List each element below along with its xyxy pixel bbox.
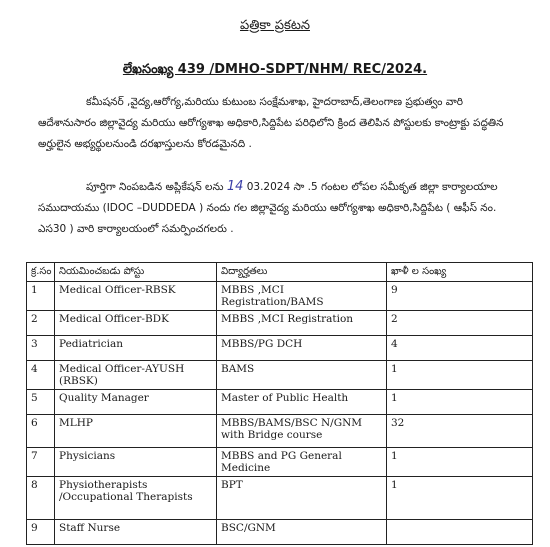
table-row — [27, 336, 533, 361]
row-serial: 7 — [27, 448, 55, 477]
reference-number: లేఖసంఖ్య 439 /DMHO-SDPT/NHM/ REC/2024. — [122, 62, 428, 77]
row-vacancies: 1 — [387, 477, 533, 520]
row-post: Physicians — [55, 448, 217, 477]
row-vacancies: 32 — [387, 415, 533, 448]
row-qualification: BPT — [217, 477, 387, 520]
row-serial: 5 — [27, 390, 55, 415]
row-qualification: MBBS/BAMS/BSC N/GNM with Bridge course — [217, 415, 387, 448]
header-qualification: విద్యార్హతలు — [217, 263, 387, 282]
row-post: MLHP — [55, 415, 217, 448]
row-serial: 8 — [27, 477, 55, 520]
paragraph-2-rest: 03.2024 సా .5 గంటల లోపల సమీకృత జిల్లా కార్యాలయాల సముదాయము (IDOC –DUDDEDA ) నందు గల జిల్లావైద్య మరియు ఆరోగ్యశాఖ అధికారి,సిద్దిపేట ( ఆఫీస్ నం. ఎస30 ) వారి కార్యాలయంలో సమర్పించగలరు . — [38, 181, 498, 235]
table-row — [27, 311, 533, 336]
row-vacancies: 1 — [387, 361, 533, 390]
row-post: Medical Officer-RBSK — [55, 282, 217, 311]
header-post: నియమించబడు పోస్టు — [55, 263, 217, 282]
row-serial: 2 — [27, 311, 55, 336]
table-row — [27, 361, 533, 390]
header-serial: క్ర.సం — [27, 263, 55, 282]
row-vacancies: 2 — [387, 311, 533, 336]
row-qualification: BAMS — [217, 361, 387, 390]
row-vacancies: 9 — [387, 282, 533, 311]
table-row — [27, 282, 533, 311]
row-serial: 3 — [27, 336, 55, 361]
notice-paragraph-2 — [38, 176, 516, 240]
notice-paragraph-1: కమీషనర్ ,వైద్య,ఆరోగ్య,మరియు కుటుంబ సంక్షేమశాఖ, హైదరాబాద్,తెలంగాణ ప్రభుత్వం వారి ఆదేశానుసారం జిల్లావైద్య మరియు ఆరోగ్యశాఖ అధికారి,సిద్దిపేట పరిధిలోని క్రింద తెలిపిన పోస్టులకు కాంట్రాక్టు పద్ధతిన అర్హులైన అభ్యర్థులనుండి దరఖాస్తులను కోరడమైనది . — [38, 96, 504, 150]
table-row — [27, 415, 533, 448]
row-post: Staff Nurse — [55, 520, 217, 545]
table-row — [27, 390, 533, 415]
row-qualification: BSC/GNM — [217, 520, 387, 545]
row-qualification: MBBS ,MCI Registration — [217, 311, 387, 336]
row-vacancies: 1 — [387, 390, 533, 415]
row-post: Quality Manager — [55, 390, 217, 415]
row-qualification: MBBS/PG DCH — [217, 336, 387, 361]
row-post: Medical Officer-AYUSH (RBSK) — [55, 361, 217, 390]
row-vacancies: 4 — [387, 336, 533, 361]
table-row — [27, 520, 533, 545]
row-serial: 4 — [27, 361, 55, 390]
handwritten-date: 14 — [226, 179, 244, 194]
row-post: Medical Officer-BDK — [55, 311, 217, 336]
vacancy-table — [26, 262, 533, 545]
row-post: Physiotherapists /Occupational Therapists — [55, 477, 217, 520]
row-serial: 9 — [27, 520, 55, 545]
notice-title: పత్రికా ప్రకటన — [239, 18, 310, 33]
table-row — [27, 477, 533, 520]
row-qualification: MBBS ,MCI Registration/BAMS — [217, 282, 387, 311]
header-vacancies: ఖాళీ ల సంఖ్య — [387, 263, 533, 282]
table-row — [27, 448, 533, 477]
row-serial: 6 — [27, 415, 55, 448]
row-vacancies: 1 — [387, 448, 533, 477]
row-qualification: Master of Public Health — [217, 390, 387, 415]
row-serial: 1 — [27, 282, 55, 311]
table-header-row — [27, 263, 533, 282]
row-qualification: MBBS and PG General Medicine — [217, 448, 387, 477]
paragraph-2-lead: పూర్తిగా నింపబడిన అప్లికేషన్ లను — [86, 181, 224, 193]
row-post: Pediatrician — [55, 336, 217, 361]
row-vacancies — [387, 520, 533, 545]
